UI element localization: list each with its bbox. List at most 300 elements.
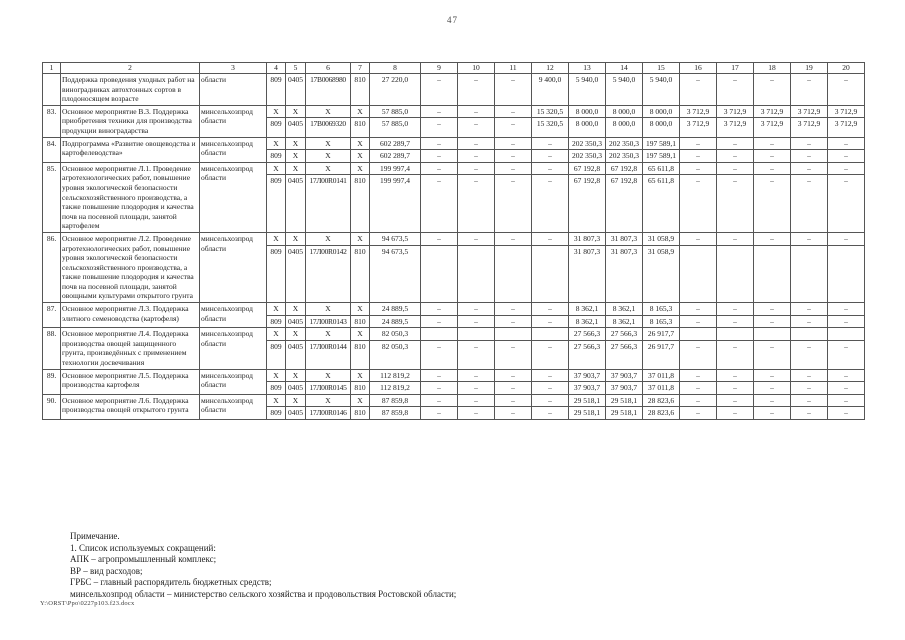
table-cell: 112 819,2 [370,369,421,382]
table-row [43,394,865,407]
table-cell: X [286,105,306,118]
table-cell: – [680,315,717,328]
table-cell: – [495,382,532,395]
table-cell: 809 [267,315,286,328]
table-cell: 810 [351,382,370,395]
table-cell: 810 [351,175,370,233]
table-cell: – [680,394,717,407]
table-cell: 17Л00R0143 [306,315,351,328]
table-cell [458,245,495,303]
column-header: 11 [495,63,532,74]
table-cell: – [717,137,754,150]
table-cell: 37 903,7 [569,369,606,382]
row-description: Подпрограмма «Развитие овощеводства и картофелеводства» [61,137,200,162]
table-cell: – [717,340,754,369]
row-grbs: минсельхозпрод области [200,328,267,369]
table-cell: 8 000,0 [606,105,643,118]
table-cell: – [421,162,458,175]
table-cell: 94 673,5 [370,245,421,303]
table-cell: 3 712,9 [791,118,828,137]
column-header: 3 [200,63,267,74]
table-cell: 67 192,8 [569,162,606,175]
table-cell: – [717,394,754,407]
table-cell: 0405 [286,340,306,369]
table-cell: 809 [267,340,286,369]
table-cell [421,328,458,341]
table-cell: 17Л00R0144 [306,340,351,369]
table-cell: 87 859,8 [370,407,421,420]
table-cell [754,245,791,303]
table-cell [791,245,828,303]
table-cell: 29 518,1 [606,394,643,407]
table-cell: 31 807,3 [569,245,606,303]
table-cell: – [828,137,865,150]
table-cell: 199 997,4 [370,162,421,175]
table-cell [791,328,828,341]
table-cell: 0405 [286,245,306,303]
row-number: 84. [43,137,61,162]
table-cell [680,245,717,303]
table-cell [532,328,569,341]
table-cell: 197 589,1 [643,150,680,163]
table-cell [680,328,717,341]
table-cell: – [791,315,828,328]
table-row [43,232,865,245]
budget-table [42,62,865,420]
table-cell: – [754,340,791,369]
table-cell: 37 903,7 [569,382,606,395]
table-cell: 82 050,3 [370,340,421,369]
table-cell [717,245,754,303]
column-header: 12 [532,63,569,74]
table-cell: X [351,328,370,341]
table-cell: – [495,340,532,369]
table-cell: X [306,162,351,175]
table-cell: 8 000,0 [606,118,643,137]
table-row [43,328,865,341]
table-cell: – [421,340,458,369]
table-cell: X [286,162,306,175]
table-cell: X [306,137,351,150]
table-row [43,74,865,106]
table-cell: – [717,303,754,316]
table-cell: – [532,232,569,245]
row-number [43,74,61,106]
table-cell: – [495,232,532,245]
table-cell: – [495,394,532,407]
table-cell: 57 885,0 [370,105,421,118]
table-cell: – [495,105,532,118]
table-cell: 3 712,9 [717,118,754,137]
table-cell: 197 589,1 [643,137,680,150]
table-cell: – [680,162,717,175]
table-cell: 17Л00R0146 [306,407,351,420]
table-cell: – [495,303,532,316]
table-cell: X [267,369,286,382]
row-grbs: минсельхозпрод области [200,369,267,394]
table-cell: – [828,150,865,163]
table-cell: – [828,303,865,316]
column-header: 4 [267,63,286,74]
table-row [43,303,865,316]
table-cell: 27 566,3 [569,328,606,341]
note-line: минсельхозпрод области – министерство сельского хозяйства и продовольствия Ростовской области; [70,588,457,599]
table-cell: 0405 [286,382,306,395]
table-cell: 809 [267,407,286,420]
table-cell: X [267,303,286,316]
table-cell: – [421,118,458,137]
table-cell: 27 566,3 [569,340,606,369]
table-cell: – [421,303,458,316]
table-cell: – [421,232,458,245]
table-cell: 810 [351,340,370,369]
table-cell: 31 058,9 [643,245,680,303]
table-cell: 31 807,3 [606,245,643,303]
table-cell: – [791,394,828,407]
table-cell: 15 320,5 [532,105,569,118]
table-cell: – [791,340,828,369]
table-cell: – [421,150,458,163]
column-header: 8 [370,63,421,74]
table-cell: 809 [267,74,286,106]
table-cell: – [717,162,754,175]
table-cell: 82 050,3 [370,328,421,341]
table-cell: 37 011,8 [643,382,680,395]
row-number: 85. [43,162,61,232]
column-header: 20 [828,63,865,74]
table-cell: – [458,137,495,150]
table-cell: – [828,162,865,175]
table-cell: X [267,328,286,341]
table-cell: X [286,369,306,382]
column-header: 2 [61,63,200,74]
table-cell: – [680,340,717,369]
table-cell: – [791,232,828,245]
table-cell: 0405 [286,74,306,106]
table-cell: X [351,150,370,163]
table-cell: – [791,382,828,395]
table-cell: X [267,105,286,118]
column-header: 9 [421,63,458,74]
table-cell: – [717,369,754,382]
table-cell: – [458,407,495,420]
table-cell: – [458,105,495,118]
table-cell: X [351,394,370,407]
table-cell: – [754,315,791,328]
table-cell: – [828,315,865,328]
row-grbs: минсельхозпрод области [200,162,267,232]
table-cell: – [717,150,754,163]
table-cell: – [421,369,458,382]
table-cell: 8 362,1 [606,315,643,328]
table-row [43,137,865,150]
table-cell: 810 [351,315,370,328]
table-cell: – [495,407,532,420]
column-header: 10 [458,63,495,74]
table-cell: 31 807,3 [569,232,606,245]
table-cell: 3 712,9 [754,105,791,118]
table-cell: – [421,407,458,420]
row-number: 89. [43,369,61,394]
table-cell: 67 192,8 [606,162,643,175]
table-cell: 8 362,1 [569,303,606,316]
table-cell: X [351,162,370,175]
table-cell: – [458,118,495,137]
row-description: Поддержка проведения уходных работ на виноградниках автохтонных сортов в плодоносящем возрасте [61,74,200,106]
table-cell: 8 165,3 [643,303,680,316]
table-cell: 809 [267,245,286,303]
table-cell: 0405 [286,407,306,420]
column-header: 6 [306,63,351,74]
table-cell: X [306,303,351,316]
table-cell: – [421,105,458,118]
table-cell: – [791,407,828,420]
table-cell: 202 350,3 [569,137,606,150]
row-grbs: минсельхозпрод области [200,394,267,419]
table-cell: – [791,303,828,316]
column-header: 5 [286,63,306,74]
table-cell: 8 362,1 [606,303,643,316]
table-cell: – [421,74,458,106]
table-cell: X [306,394,351,407]
table-cell: 8 000,0 [643,118,680,137]
table-cell: – [421,315,458,328]
table-cell: – [791,74,828,106]
table-cell: – [717,382,754,395]
table-cell: 17Л00R0145 [306,382,351,395]
table-cell: 0405 [286,118,306,137]
table-cell: X [286,303,306,316]
table-cell: 15 320,5 [532,118,569,137]
table-cell: X [351,369,370,382]
table-cell: 8 165,3 [643,315,680,328]
table-cell: – [680,407,717,420]
table-cell: – [754,150,791,163]
table-cell: – [828,74,865,106]
table-cell: X [351,105,370,118]
table-cell: 5 940,0 [643,74,680,106]
table-cell: 27 566,3 [606,328,643,341]
table-cell: X [306,150,351,163]
table-cell: X [286,150,306,163]
row-description: Основное мероприятие Л.1. Проведение агротехнологических работ, повышение уровня экологической безопасности сельскохозяйственного производства, а также повышение плодородия и качества почв на посевной площади, занятой картофелем [61,162,200,232]
table-cell: – [680,150,717,163]
table-cell: – [495,175,532,233]
table-cell [717,328,754,341]
table-cell: – [458,232,495,245]
table-cell: X [306,369,351,382]
table-cell: – [532,394,569,407]
table-cell: – [791,175,828,233]
table-cell: 199 997,4 [370,175,421,233]
table-cell: 810 [351,245,370,303]
row-grbs: минсельхозпрод области [200,105,267,137]
table-cell: 8 000,0 [569,105,606,118]
footer-file-path: Y:\ORST\Ppo\0227p103.f23.docx [40,600,135,607]
row-number: 86. [43,232,61,302]
table-cell: – [680,137,717,150]
table-cell: 17Л00R0142 [306,245,351,303]
table-cell: – [532,303,569,316]
table-cell: 94 673,5 [370,232,421,245]
table-cell: – [458,315,495,328]
table-cell: – [495,315,532,328]
table-cell: X [267,137,286,150]
table-cell: – [754,394,791,407]
table-cell: 809 [267,175,286,233]
column-header: 7 [351,63,370,74]
table-cell: 31 058,9 [643,232,680,245]
table-cell: – [532,162,569,175]
note-line: АПК – агропромышленный комплекс; [70,554,217,565]
table-cell: 17В0069320 [306,118,351,137]
table-cell: – [458,394,495,407]
table-cell: X [306,105,351,118]
table-cell: 8 000,0 [569,118,606,137]
page-number: 47 [447,15,458,25]
table-cell: – [495,137,532,150]
column-header: 19 [791,63,828,74]
table-cell: 37 903,7 [606,382,643,395]
table-cell: – [458,303,495,316]
table-cell [828,245,865,303]
note-line: ВР – вид расходов; [70,565,143,576]
table-cell: 24 889,5 [370,315,421,328]
row-grbs: минсельхозпрод области [200,303,267,328]
table-cell: – [717,315,754,328]
table-cell: 5 940,0 [606,74,643,106]
row-number: 90. [43,394,61,419]
table-cell: – [680,175,717,233]
table-cell: X [286,137,306,150]
table-row [43,105,865,118]
table-cell: 37 011,8 [643,369,680,382]
table-cell: X [351,137,370,150]
column-header: 16 [680,63,717,74]
table-cell: – [828,175,865,233]
table-cell: – [680,382,717,395]
table-cell: – [532,315,569,328]
table-cell: 202 350,3 [606,137,643,150]
table-cell: – [717,407,754,420]
table-cell: – [421,394,458,407]
table-cell: – [532,137,569,150]
table-cell: – [828,232,865,245]
column-header: 15 [643,63,680,74]
table-cell: 3 712,9 [828,105,865,118]
table-row [43,369,865,382]
column-header: 14 [606,63,643,74]
table-cell: – [532,407,569,420]
table-cell: X [286,394,306,407]
table-cell: 810 [351,74,370,106]
table-cell: 3 712,9 [717,105,754,118]
table-cell: 67 192,8 [569,175,606,233]
table-cell: – [828,407,865,420]
table-cell: – [680,303,717,316]
table-cell: – [828,394,865,407]
table-cell: 8 362,1 [569,315,606,328]
table-cell [532,245,569,303]
table-cell: 809 [267,118,286,137]
table-cell: X [286,328,306,341]
column-header: 17 [717,63,754,74]
table-cell: 809 [267,150,286,163]
table-cell: – [754,175,791,233]
row-number: 87. [43,303,61,328]
table-cell: – [754,407,791,420]
table-cell: 28 823,6 [643,407,680,420]
table-cell: X [351,232,370,245]
table-cell: 26 917,7 [643,328,680,341]
table-cell: – [495,74,532,106]
note-line: ГРБС – главный распорядитель бюджетных средств; [70,577,272,588]
table-cell: 809 [267,382,286,395]
table-cell: – [828,382,865,395]
table-cell: X [351,303,370,316]
table-cell: – [458,369,495,382]
table-cell: – [717,74,754,106]
table-cell: – [532,382,569,395]
table-cell: 31 807,3 [606,232,643,245]
table-cell: – [754,382,791,395]
table-cell: – [532,150,569,163]
table-cell: 0405 [286,315,306,328]
table-cell: 67 192,8 [606,175,643,233]
table-cell: – [458,382,495,395]
table-cell: 29 518,1 [606,407,643,420]
table-cell: – [421,175,458,233]
table-cell: – [828,369,865,382]
table-cell: X [306,328,351,341]
row-description: Основное мероприятие Л.5. Поддержка производства картофеля [61,369,200,394]
table-cell: – [754,162,791,175]
table-cell: – [717,232,754,245]
table-cell: 810 [351,407,370,420]
table-cell: 17Л00R0141 [306,175,351,233]
table-cell: 3 712,9 [828,118,865,137]
table-cell: – [495,369,532,382]
table-cell: – [458,162,495,175]
table-cell: – [754,74,791,106]
table-cell [828,328,865,341]
note-line: 1. Список используемых сокращений: [70,542,216,553]
table-header-row [43,63,865,74]
table-cell: 112 819,2 [370,382,421,395]
table-cell: 29 518,1 [569,407,606,420]
table-cell: 87 859,8 [370,394,421,407]
table-cell [458,328,495,341]
table-cell [495,245,532,303]
table-cell: 9 400,0 [532,74,569,106]
table-cell: 28 823,6 [643,394,680,407]
table-cell: X [267,162,286,175]
table-cell: 26 917,7 [643,340,680,369]
table-cell: 202 350,3 [569,150,606,163]
row-description: Основное мероприятие Л.3. Поддержка элитного семеноводства (картофеля) [61,303,200,328]
table-cell: – [754,232,791,245]
table-cell: – [680,74,717,106]
table-cell: – [495,162,532,175]
table-cell: 3 712,9 [680,118,717,137]
table-cell: – [458,74,495,106]
row-description: Основное мероприятие Л.6. Поддержка производства овощей открытого грунта [61,394,200,419]
table-cell: – [421,137,458,150]
table-cell: 3 712,9 [680,105,717,118]
table-cell: 27 220,0 [370,74,421,106]
column-header: 13 [569,63,606,74]
table-cell: 8 000,0 [643,105,680,118]
